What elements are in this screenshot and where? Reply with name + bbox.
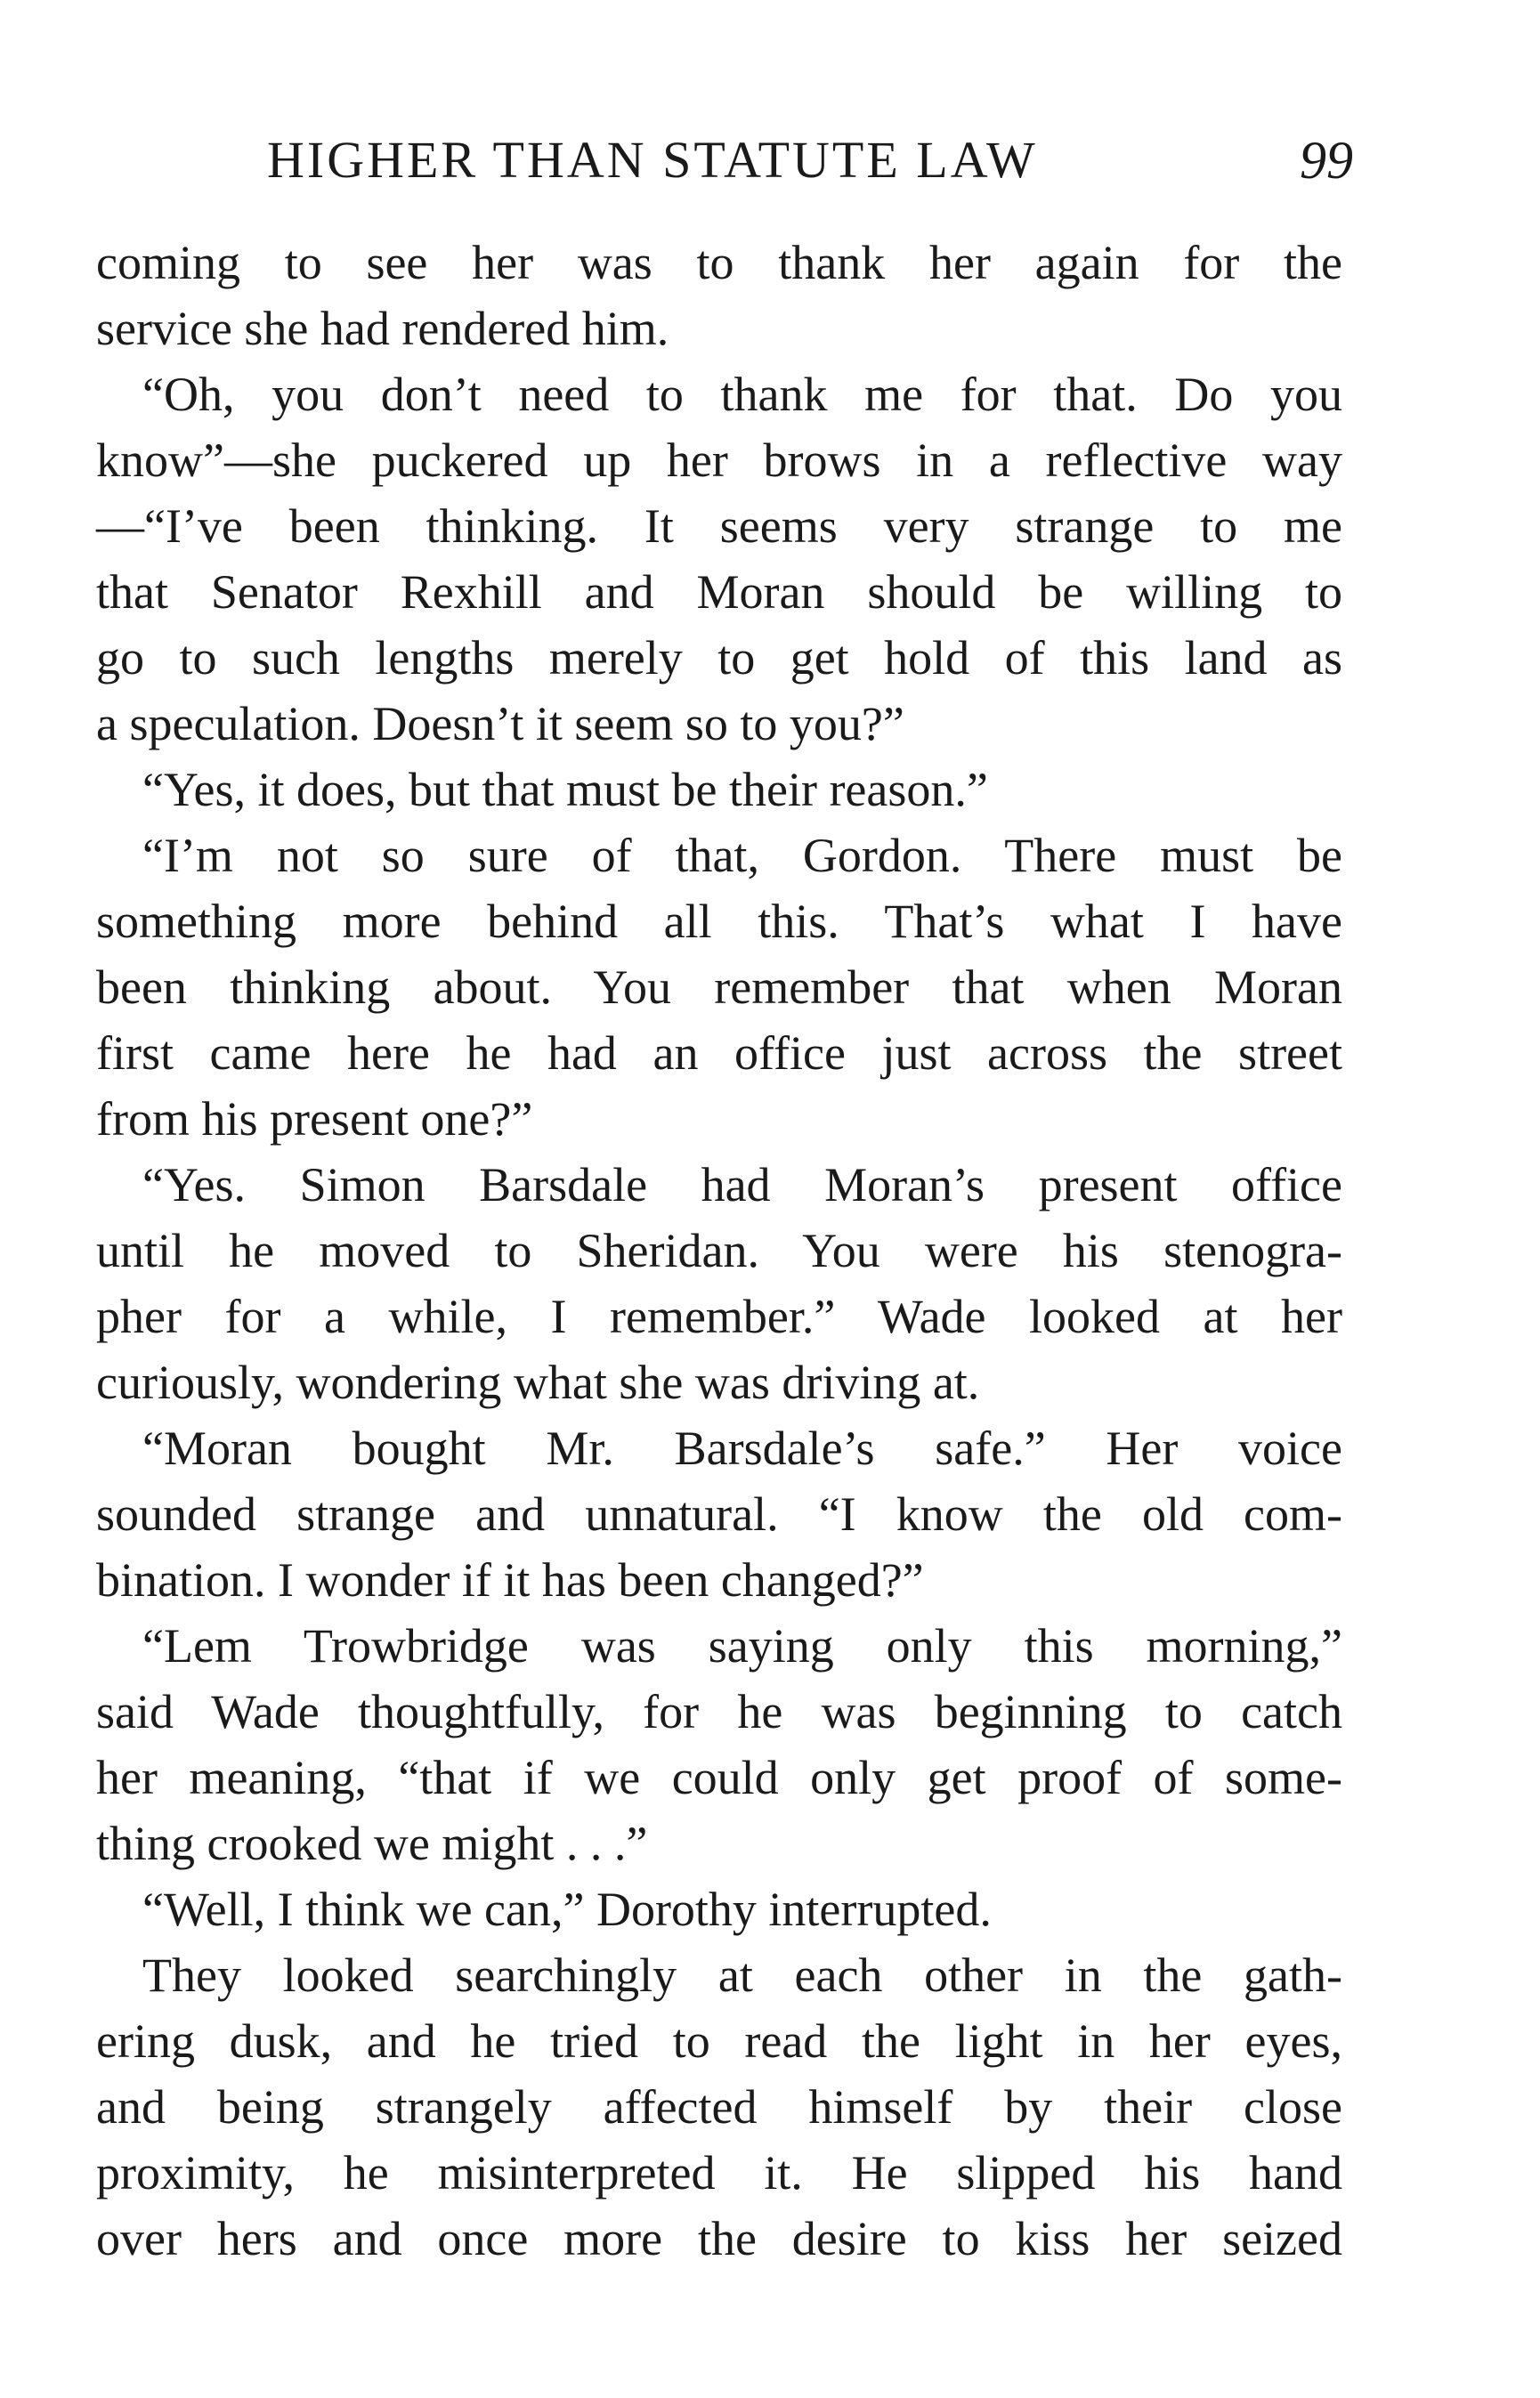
text-line: “Yes, it does, but that must be their reason.” bbox=[142, 763, 988, 816]
text-line: They looked searchingly at each other in the gath- bbox=[142, 1948, 1342, 2002]
text-line: “I’m not so sure of that, Gordon. There must be bbox=[142, 829, 1342, 882]
text-line: “Yes. Simon Barsdale had Moran’s present office bbox=[142, 1158, 1342, 1211]
text-line: “Lem Trowbridge was saying only this morning,” bbox=[142, 1619, 1342, 1673]
text-line: a speculation. Doesn’t it seem so to you?” bbox=[96, 697, 904, 750]
text-line: go to such lengths merely to get hold of this land as bbox=[96, 631, 1342, 685]
text-line: know”—she puckered up her brows in a reflective way bbox=[96, 433, 1342, 487]
text-line: “Oh, you don’t need to thank me for that. Do you bbox=[142, 368, 1342, 421]
text-line: sounded strange and unnatural. “I know the old com- bbox=[96, 1487, 1342, 1541]
text-line: coming to see her was to thank her again for the bbox=[96, 236, 1342, 289]
page-number: 99 bbox=[1300, 131, 1353, 190]
text-line: and being strangely affected himself by their close bbox=[96, 2080, 1342, 2134]
text-line: bination. I wonder if it has been changed?” bbox=[96, 1553, 924, 1607]
body-text bbox=[96, 230, 1342, 2272]
text-line: pher for a while, I remember.” Wade looked at her bbox=[96, 1290, 1342, 1343]
text-line: until he moved to Sheridan. You were his stenogra- bbox=[96, 1224, 1342, 1277]
text-line: over hers and once more the desire to kiss her seized bbox=[96, 2212, 1342, 2265]
running-head: HIGHER THAN STATUTE LAW bbox=[267, 131, 1038, 189]
page-header bbox=[267, 120, 1353, 200]
text-line: —“I’ve been thinking. It seems very strange to me bbox=[96, 499, 1342, 553]
text-line: first came here he had an office just across the street bbox=[96, 1026, 1342, 1080]
text-line: “Well, I think we can,” Dorothy interrupted. bbox=[142, 1883, 992, 1936]
text-line: that Senator Rexhill and Moran should be willing to bbox=[96, 565, 1342, 619]
text-line: something more behind all this. That’s what I have bbox=[96, 895, 1342, 948]
text-line: curiously, wondering what she was driving at. bbox=[96, 1356, 980, 1409]
text-line: from his present one?” bbox=[96, 1092, 533, 1146]
text-line: service she had rendered him. bbox=[96, 302, 669, 355]
text-line: thing crooked we might . . .” bbox=[96, 1817, 648, 1870]
text-line: proximity, he misinterpreted it. He slipped his hand bbox=[96, 2146, 1342, 2200]
text-line: ering dusk, and he tried to read the light in her eyes, bbox=[96, 2014, 1342, 2068]
text-line: said Wade thoughtfully, for he was beginning to catch bbox=[96, 1685, 1342, 1738]
text-line: been thinking about. You remember that when Moran bbox=[96, 960, 1342, 1014]
text-line: her meaning, “that if we could only get proof of some- bbox=[96, 1751, 1342, 1804]
text-line: “Moran bought Mr. Barsdale’s safe.” Her voice bbox=[142, 1422, 1342, 1475]
